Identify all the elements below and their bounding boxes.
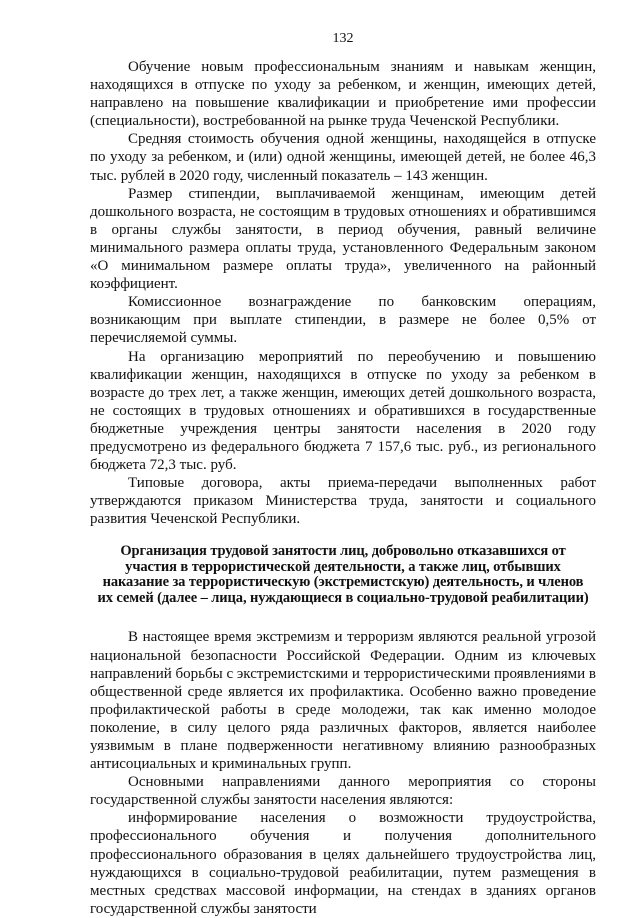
paragraph-contracts: Типовые договора, акты приема-передачи выполненных работ утверждаются приказом Министерства труда, занятости и социального развития Чеченской Республики. (90, 475, 596, 528)
paragraph-extremism-threat: В настоящее время экстремизм и терроризм являются реальной угрозой национальной безопасности Российской Федерации. Одним из ключевых направлений борьбы с экстремистскими и террористическими проявлениями в общественной среде является их профилактика. Особенно важно проведение профилактической работы в среде молодежи, так как именно молодое поколение, в силу целого ряда различных факторов, является наиболее уязвимым в плане подверженности негативному влиянию разнообразных антисоциальных и криминальных групп. (90, 629, 596, 773)
paragraph-training-purpose: Обучение новым профессиональным знаниям и навыкам женщин, находящихся в отпуске по уходу за ребенком, и женщин, имеющих детей, направлено на повышение квалификации и приобретение ими профессии (специальности), востребованной на рынке труда Чеченской Республики. (90, 59, 596, 130)
paragraph-informing: информирование населения о возможности трудоустройства, профессионального обучения и получения дополнительного профессионального образования в целях дальнейшего трудоустройства лиц, нуждающихся в социально-трудовой реабилитации, путем размещения в местных средствах массовой информации, на стендах в зданиях органов государственной службы занятости (90, 810, 596, 917)
paragraph-funding: На организацию мероприятий по переобучению и повышению квалификации женщин, находящихся в отпуске по уходу за ребенком в возрасте до трех лет, а также женщин, имеющих детей дошкольного возраста, не состоящих в трудовых отношениях и обратившихся в государственные бюджетные учреждения центры занятости населения в 2020 году предусмотрено из федерального бюджета 7 157,6 тыс. руб., из регионального бюджета 72,3 тыс. руб. (90, 348, 596, 474)
paragraph-training-cost: Средняя стоимость обучения одной женщины, находящейся в отпуске по уходу за ребенком, и (или) одной женщины, имеющей детей, не более 46,3 тыс. рублей в 2020 году, численный показатель – 143 женщин. (90, 131, 596, 184)
page-number: 132 (332, 31, 354, 46)
document-page (90, 30, 596, 918)
paragraph-commission: Комиссионное вознаграждение по банковским операциям, возникающим при выплате стипендии, в размере не более 0,5% от перечисляемой суммы. (90, 294, 596, 347)
paragraph-stipend-size: Размер стипендии, выплачиваемой женщинам, имеющим детей дошкольного возраста, не состоящим в трудовых отношениях и обратившимся в органы службы занятости, в период обучения, равный величине минимального размера оплаты труда, установленного Федеральным законом «О минимальном размере оплаты труда», увеличенного на районный коэффициент. (90, 185, 596, 293)
section-heading: Организация трудовой занятости лиц, добровольно отказавшихся от участия в террористической деятельности, а также лиц, отбывших наказание за террористическую (экстремистскую) деятельность, и членов их семей (далее – лица, нуждающиеся в социально-трудовой реабилитации) (97, 543, 589, 606)
paragraph-main-directions: Основными направлениями данного мероприятия со стороны государственной службы занятости населения являются: (90, 774, 596, 809)
